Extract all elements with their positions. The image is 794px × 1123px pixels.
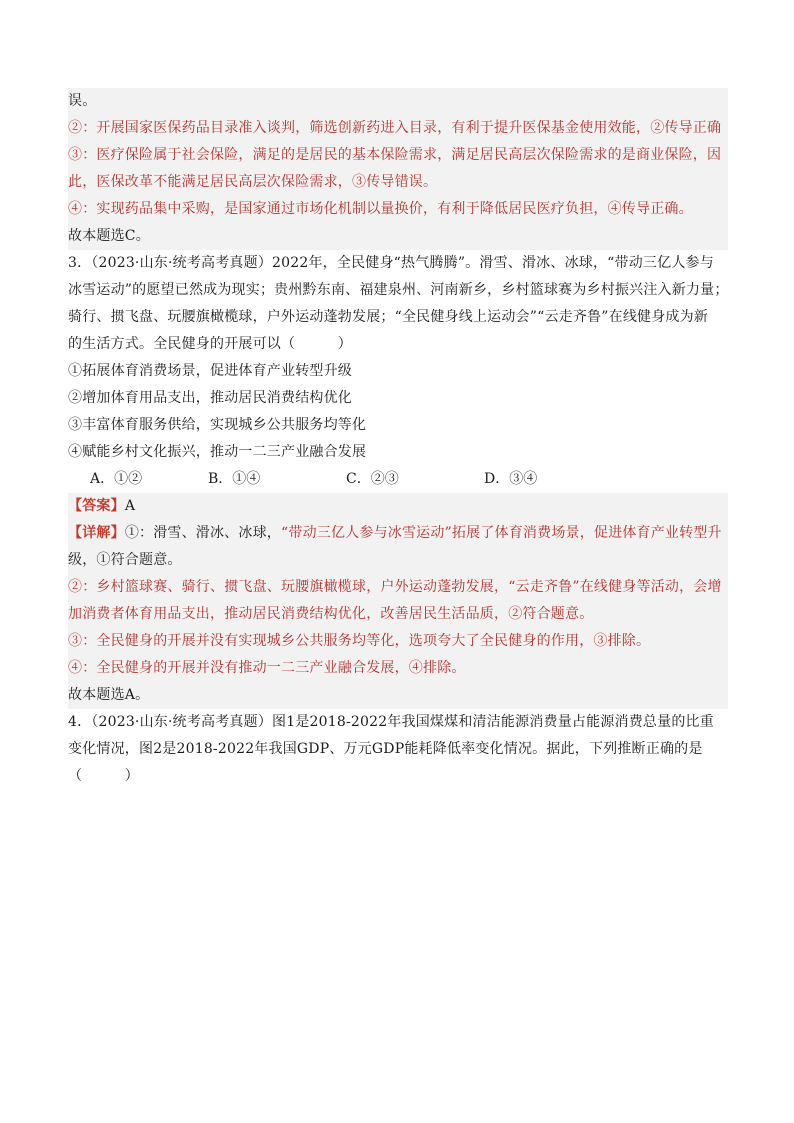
q3-answer [68, 493, 728, 520]
q3-detail-1-line1 [68, 520, 728, 547]
q3-detail-2-line1: ②：乡村篮球赛、骑行、掼飞盘、玩腰旗橄榄球，户外运动蓬勃发展，“云走齐鲁”在线健身等活动，会增 [68, 579, 722, 595]
q3-option-a: A．①② [90, 471, 143, 487]
prev-point-3-line1: ③：医疗保险属于社会保险，满足的是居民的基本保险需求，满足居民高层次保险需求的是商业保险，因 [68, 147, 722, 163]
q3-stem-line2: 冰雪运动”的愿望已然成为现实；贵州黔东南、福建泉州、河南新乡，乡村篮球赛为乡村振兴注入新力量； [68, 282, 729, 298]
q3-detail-4: ④：全民健身的开展并没有推动一二三产业融合发展，④排除。 [68, 660, 466, 676]
q4-stem-line2: 变化情况，图2是2018-2022年我国GDP、万元GDP能耗降低率变化情况。据此，下列推断正确的是 [68, 741, 703, 757]
prev-line-continuation: 误。 [68, 93, 97, 109]
prev-point-4: ④：实现药品集中采购，是国家通过市场化机制以量换价，有利于降低居民医疗负担，④传导正确。 [68, 201, 693, 217]
q3-detail-3: ③：全民健身的开展并没有实现城乡公共服务均等化，选项夸大了全民健身的作用，③排除。 [68, 633, 651, 649]
q4-stem-line1: 4．（2023·山东·统考高考真题）图1是2018-2022年我国煤煤和清洁能源消费量占能源消费总量的比重 [68, 714, 714, 730]
q4-stem-line3: （ ） [68, 768, 139, 784]
page-content [68, 88, 728, 790]
prev-point-3-line2: 此，医保改革不能满足居民高层次保险需求，③传导错误。 [68, 174, 438, 190]
question-3 [68, 250, 728, 493]
answer-value: A [124, 498, 136, 514]
q3-detail-1-line2: 级，①符合题意。 [68, 552, 182, 568]
detail-tag: 【详解】 [68, 525, 125, 541]
q3-option-b: B．①④ [208, 471, 261, 487]
detail-1-part-a: ①：滑雪、滑冰、冰球， [124, 525, 282, 541]
q3-item-1: ①拓展体育消费场景，促进体育产业转型升级 [68, 363, 352, 379]
q3-options [68, 466, 728, 493]
answer-tag: 【答案】 [68, 498, 125, 514]
q3-stem-line1: 3．（2023·山东·统考高考真题）2022年，全民健身“热气腾腾”。滑雪、滑冰、冰球，“带动三亿人参与 [68, 255, 714, 271]
question-4 [68, 709, 728, 790]
q3-conclusion: 故本题选A。 [68, 687, 150, 703]
q3-stem-line4: 的生活方式。全民健身的开展可以（ ） [68, 336, 352, 352]
q3-option-c: C．②③ [346, 471, 399, 487]
q3-item-4: ④赋能乡村文化振兴，推动一二三产业融合发展 [68, 444, 367, 460]
q3-option-d: D．③④ [484, 471, 538, 487]
q3-detail-2-line2: 加消费者体育用品支出，推动居民消费结构优化，改善居民生活品质，②符合题意。 [68, 606, 594, 622]
q3-stem-line3: 骑行、掼飞盘、玩腰旗橄榄球，户外运动蓬勃发展；“全民健身线上运动会”“云走齐鲁”在线健身成为新 [68, 309, 709, 325]
prev-point-2: ②：开展国家医保药品目录准入谈判，筛选创新药进入目录，有利于提升医保基金使用效能，②传导正确 [68, 120, 722, 136]
q3-solution [68, 493, 728, 709]
prev-conclusion: 故本题选C。 [68, 228, 150, 244]
detail-1-part-b: “带动三亿人参与冰雪运动”拓展了体育消费场景，促进体育产业转型升 [281, 525, 722, 541]
q3-item-2: ②增加体育用品支出，推动居民消费结构优化 [68, 390, 352, 406]
previous-explanation [68, 88, 728, 250]
q3-item-3: ③丰富体育服务供给，实现城乡公共服务均等化 [68, 417, 367, 433]
